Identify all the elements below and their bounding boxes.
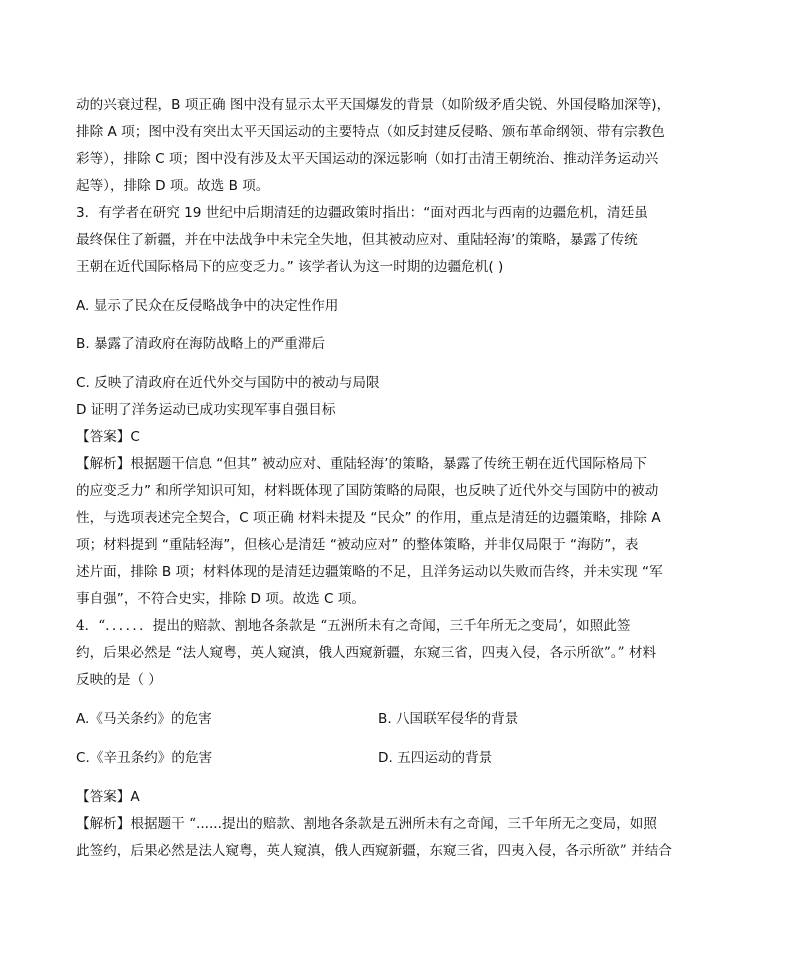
text-line: 彩等），排除 C 项；图中没有涉及太平天国运动的深远影响（如打击清王朝统治、推动洋务运动兴 bbox=[76, 151, 659, 167]
option-c: C. 反映了清政府在近代外交与国防中的被动与局限 bbox=[76, 375, 380, 391]
analysis-text: 项；材料提到 “重陆轻海”，但核心是清廷 “被动应对” 的整体策略，并非仅局限于 “海防”，表 bbox=[76, 537, 639, 553]
text-line: 动的兴衰过程，B 项正确 图中没有显示太平天国爆发的背景（如阶级矛盾尖锐、外国侵略加深等)， bbox=[76, 97, 671, 113]
option-c: C.《辛丑条约》的危害 bbox=[76, 750, 213, 766]
option-d: D 证明了洋务运动已成功实现军事自强目标 bbox=[76, 402, 336, 418]
option-a: A.《马关条约》的危害 bbox=[76, 711, 212, 727]
option-b: B. 暴露了清政府在海防战略上的严重滞后 bbox=[76, 336, 326, 352]
analysis-text: 事自强”，不符合史实，排除 D 项。故选 C 项。 bbox=[76, 591, 365, 607]
analysis-text: 的应变乏力” 和所学知识可知，材料既体现了国防策略的局限，也反映了近代外交与国防中的被动 bbox=[76, 483, 659, 499]
text-line: 起等），排除 D 项。故选 B 项。 bbox=[76, 178, 270, 194]
analysis-text: 述片面，排除 B 项；材料体现的是清廷边疆策略的不足，且洋务运动以失败而告终，并未实现 “军 bbox=[76, 564, 663, 580]
answer-label: 【答案】C bbox=[76, 429, 140, 445]
option-b: B. 八国联军侵华的背景 bbox=[378, 711, 519, 727]
question-3-stem: 3．有学者在研究 19 世纪中后期清廷的边疆政策时指出：“面对西北与西南的边疆危机，清廷虽 bbox=[76, 205, 648, 221]
answer-label: 【答案】A bbox=[76, 789, 140, 805]
analysis-text: 性，与选项表述完全契合，C 项正确 材料未提及 “民众” 的作用，重点是清廷的边疆策略，排除 A bbox=[76, 510, 661, 526]
option-d: D. 五四运动的背景 bbox=[378, 750, 493, 766]
analysis-text: 【解析】根据题干 “......提出的赔款、割地各条款是五洲所未有之奇闻，三千年所无之变局，如照 bbox=[76, 816, 657, 832]
analysis-text: 此签约，后果必然是法人窥粤，英人窥滇，俄人西窥新疆，东窥三省，四夷入侵，各示所欲” 并结合 bbox=[76, 843, 672, 859]
question-3-stem: 王朝在近代国际格局下的应变乏力。” 该学者认为这一时期的边疆危机( ) bbox=[76, 259, 504, 275]
question-4-stem: 反映的是（ ） bbox=[76, 672, 162, 688]
option-a: A. 显示了民众在反侵略战争中的决定性作用 bbox=[76, 298, 339, 314]
question-4-stem: 约，后果必然是 “法人窥粤，英人窥滇，俄人西窥新疆，东窥三省，四夷入侵，各示所欲”。” 材料 bbox=[76, 645, 657, 661]
analysis-text: 【解析】根据题干信息 “但其” 被动应对、重陆轻海’的策略，暴露了传统王朝在近代国际格局下 bbox=[76, 456, 647, 472]
text-line: 排除 A 项；图中没有突出太平天国运动的主要特点（如反封建反侵略、颁布革命纲领、带有宗教色 bbox=[76, 124, 665, 140]
question-3-stem: 最终保住了新疆，并在中法战争中未完全失地，但其被动应对、重陆轻海’的策略，暴露了传统 bbox=[76, 232, 638, 248]
question-4-stem: 4．“．．．．．．提出的赔款、割地各条款是 “五洲所未有之奇闻，三千年所无之变局’，如照此签 bbox=[76, 618, 631, 634]
